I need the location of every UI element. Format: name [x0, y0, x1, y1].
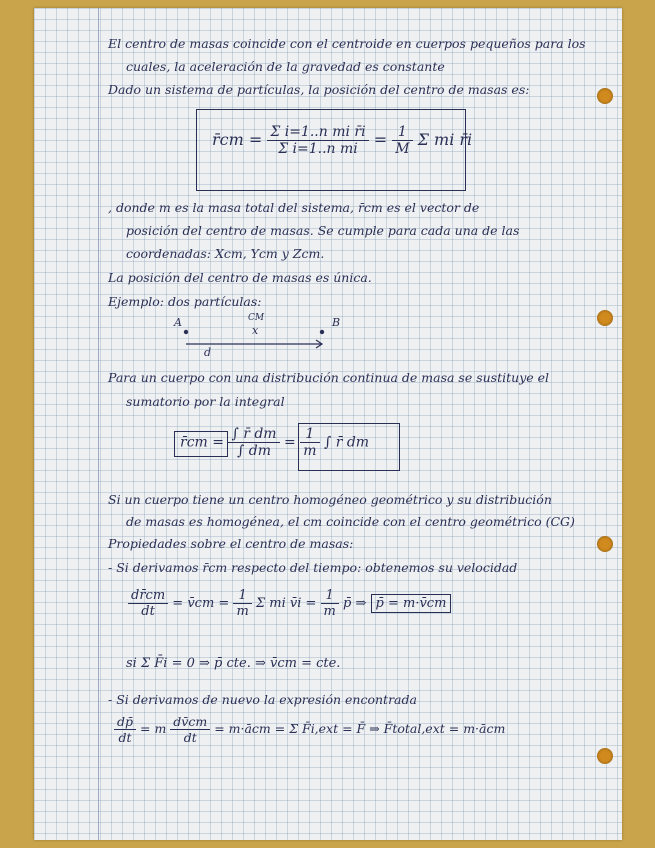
text-line: sumatorio por la integral	[126, 394, 285, 409]
eq-coef-den: M	[395, 141, 410, 157]
particle-b-dot	[320, 330, 324, 334]
text-line: Si un cuerpo tiene un centro homogéneo geométrico y su distribución	[108, 492, 552, 507]
text-line: posición del centro de masas. Se cumple para cada una de las	[126, 223, 520, 238]
label-d: d	[204, 346, 212, 359]
particle-a-dot	[184, 330, 188, 334]
eq-denominator: m	[323, 604, 336, 619]
punch-hole	[597, 88, 613, 104]
eq-coef-num: 1	[300, 426, 319, 443]
text-line: - Si derivamos de nuevo la expresión encontrada	[108, 692, 417, 707]
eq-numerator: Σ i=1..n mi r̄i	[267, 124, 368, 141]
text-line: si Σ F̄i = 0 ⇒ p̄ cte. ⇒ v̄cm = cte.	[126, 656, 341, 671]
center-of-mass-equation	[212, 124, 472, 157]
eq-part: Σ mi v̄i =	[255, 596, 317, 611]
eq-denominator: Σ i=1..n mi	[278, 141, 358, 157]
eq-part: = m·ācm = Σ F̄i,ext = F̄ ⇒ F̄total,ext = m·ācm	[214, 721, 506, 736]
text-line: - Si derivamos r̄cm respecto del tiempo: obtenemos su velocidad	[108, 560, 518, 575]
text-line: La posición del centro de masas es única.	[108, 270, 372, 285]
text-line: Propiedades sobre el centro de masas:	[108, 536, 354, 551]
momentum-boxed-result: p̄ = m·v̄cm	[371, 594, 452, 613]
eq-denominator: m	[236, 604, 249, 619]
eq-numerator: ∫ r̄ dm	[228, 426, 279, 443]
text-line: El centro de masas coincide con el centroide en cuerpos pequeños para los	[108, 36, 586, 51]
eq-lhs: r̄cm =	[180, 434, 224, 451]
integral-equation	[180, 426, 369, 459]
eq-lhs: r̄cm =	[212, 130, 263, 149]
label-b: B	[332, 316, 341, 329]
eq-denominator: dt	[141, 604, 155, 619]
text-line: Para un cuerpo con una distribución continua de masa se sustituye el	[108, 370, 550, 385]
eq-denominator: dt	[183, 730, 197, 745]
label-cm: CM	[248, 313, 265, 323]
text-line: coordenadas: Xcm, Ycm y Zcm.	[126, 246, 325, 261]
text-line: , donde m es la masa total del sistema, r̄cm es el vector de	[108, 200, 480, 215]
punch-hole	[597, 748, 613, 764]
eq-rhs: Σ mi r̄i	[417, 130, 473, 149]
eq-coef-num: 1	[392, 124, 412, 141]
eq-denominator: dt	[118, 730, 132, 745]
eq-numerator: dp̄	[114, 714, 136, 730]
text-line: Dado un sistema de partículas, la posición del centro de masas es:	[108, 82, 530, 97]
notebook-page	[34, 8, 622, 840]
eq-denominator: ∫ dm	[237, 443, 271, 459]
eq-part: p̄	[343, 596, 352, 611]
label-a: A	[174, 316, 182, 329]
label-x: x	[252, 324, 259, 337]
punch-hole	[597, 310, 613, 326]
eq-numerator: dv̄cm	[170, 714, 210, 730]
eq-rhs: ∫ r̄ dm	[323, 434, 370, 451]
eq-numerator: dr̄cm	[128, 588, 168, 604]
eq-numerator: 1	[321, 588, 339, 604]
margin-line	[98, 8, 99, 840]
eq-part: = v̄cm =	[172, 596, 230, 611]
text-line: de masas es homogénea, el cm coincide con el centro geométrico (CG)	[126, 514, 575, 529]
punch-hole	[597, 536, 613, 552]
eq-numerator: 1	[233, 588, 251, 604]
implies-arrow: ⇒	[355, 596, 367, 611]
eq-equals: =	[373, 130, 388, 149]
eq-coef-den: m	[303, 443, 317, 459]
eq-equals: =	[284, 434, 296, 451]
velocity-equation	[128, 588, 451, 619]
text-line: cuales, la aceleración de la gravedad es constante	[126, 59, 445, 74]
force-equation	[114, 714, 505, 745]
text-line: Ejemplo: dos partículas:	[108, 294, 262, 309]
eq-part: = m	[140, 721, 167, 736]
